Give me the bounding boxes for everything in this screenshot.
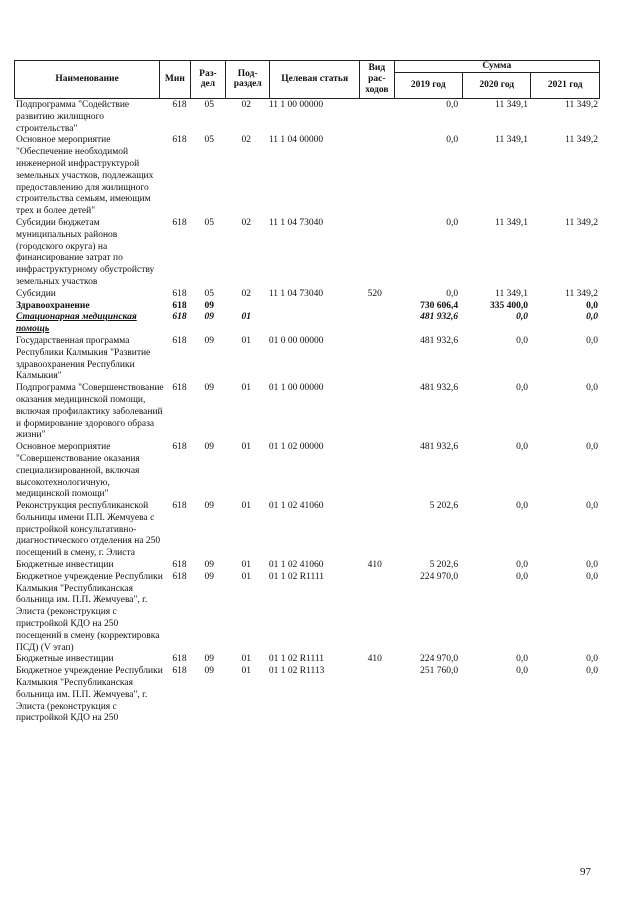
col-header-2019: 2019 год (394, 72, 462, 98)
row-sum-2020: 11 349,1 (495, 135, 529, 146)
row-sum-2019: 0,0 (446, 100, 459, 110)
row-target-article: 01 1 02 41060 (268, 560, 324, 571)
row-sum-2019: 224 970,0 (420, 571, 459, 582)
row-sum-2019: 5 202,6 (429, 501, 459, 512)
row-target-article: 11 1 04 00000 (268, 135, 324, 146)
row-min: 618 (172, 560, 187, 571)
row-min: 618 (172, 501, 187, 512)
row-sum-2019: 481 932,6 (420, 312, 459, 323)
col-header-2020: 2020 год (463, 72, 531, 98)
row-razdel: 09 (204, 666, 215, 677)
row-min: 618 (172, 100, 187, 110)
row-sum-2021: 0,0 (586, 571, 598, 582)
row-razdel: 09 (204, 571, 215, 582)
row-name: Субсидии (16, 288, 56, 299)
col-header-vr: Вид рас-ходов (360, 61, 394, 99)
row-razdel: 09 (204, 383, 215, 394)
row-sum-2019: 0,0 (446, 217, 459, 228)
row-podrazdel: 01 (241, 560, 252, 571)
row-expense-type (359, 135, 390, 218)
row-name: Бюджетные инвестиции (16, 654, 114, 665)
row-expense-type (359, 572, 390, 655)
row-target-article: 01 1 02 R1111 (268, 571, 325, 582)
row-sum-2019: 481 932,6 (420, 442, 459, 453)
table-row (14, 289, 600, 301)
row-sum-2019: 251 760,0 (420, 666, 459, 677)
row-min: 618 (172, 312, 187, 323)
row-podrazdel: 01 (241, 335, 252, 346)
row-sum-2019: 0,0 (446, 135, 459, 146)
row-razdel: 09 (204, 501, 215, 512)
row-sum-2019: 730 606,4 (420, 300, 459, 311)
row-podrazdel: 01 (241, 501, 252, 512)
table-row (14, 312, 600, 336)
row-expense-type (359, 301, 390, 313)
table-row (14, 654, 600, 666)
row-podrazdel: 02 (241, 100, 252, 110)
row-sum-2021: 0,0 (586, 442, 598, 453)
row-target-article: 01 1 02 41060 (268, 501, 324, 512)
row-name: Основное мероприятие "Совершенствование оказания специализированной, включая высокотехнологичную, медицинской помощи" (16, 442, 140, 500)
row-name: Бюджетное учреждение Республики Калмыкия "Республиканская больница им. П.П. Жемчуева", г. Элиста (реконструкция с пристройкой КДО на 250 (16, 666, 163, 724)
row-razdel: 09 (204, 312, 215, 323)
row-sum-2021: 0,0 (586, 560, 598, 571)
row-sum-2020: 0,0 (516, 560, 529, 571)
row-podrazdel: 01 (241, 442, 252, 453)
row-razdel: 09 (204, 442, 215, 453)
table-row (14, 135, 600, 218)
row-sum-2021: 0,0 (586, 312, 598, 323)
row-podrazdel: 02 (241, 288, 252, 299)
row-expense-type (359, 336, 390, 383)
row-razdel: 09 (204, 335, 215, 346)
row-sum-2020: 0,0 (516, 501, 529, 512)
col-header-razdel: Раз-дел (190, 61, 226, 99)
row-sum-2021: 0,0 (586, 501, 598, 512)
row-min: 618 (172, 666, 187, 677)
row-name: Стационарная медицинская помощь (16, 312, 137, 335)
row-razdel: 05 (204, 100, 215, 110)
table-row (14, 442, 600, 501)
row-podrazdel: 01 (241, 312, 252, 323)
table-row (14, 560, 600, 572)
row-expense-type (359, 218, 390, 289)
row-min: 618 (172, 571, 187, 582)
row-min: 618 (172, 135, 187, 146)
row-target-article: 01 0 00 00000 (268, 335, 324, 346)
row-sum-2021: 0,0 (586, 300, 598, 311)
row-target-article: 01 1 02 00000 (268, 442, 324, 453)
row-sum-2020: 0,0 (516, 666, 529, 677)
row-sum-2021: 11 349,2 (565, 217, 598, 228)
row-sum-2019: 5 202,6 (429, 560, 459, 571)
row-sum-2020: 0,0 (516, 383, 529, 394)
col-header-min: Мин (160, 61, 190, 99)
row-name: Здравоохранение (16, 300, 90, 311)
row-target-article (267, 312, 360, 336)
row-podrazdel: 01 (241, 383, 252, 394)
row-name: Бюджетное учреждение Республики Калмыкия "Республиканская больница им. П.П. Жемчуева", г. Элиста (реконструкция с пристройкой КДО на 250 посещений в смену (корректировка ПСД) (V этап) (16, 571, 163, 653)
row-expense-type (359, 383, 390, 442)
table-row (14, 383, 600, 442)
row-expense-type (359, 312, 390, 336)
row-min: 618 (172, 288, 187, 299)
table-row (14, 301, 600, 313)
row-expense-type (359, 100, 390, 135)
col-header-2021: 2021 год (531, 72, 600, 98)
col-header-sum: Сумма (394, 61, 599, 73)
row-razdel: 09 (204, 300, 215, 311)
row-sum-2020: 0,0 (516, 312, 529, 323)
row-target-article: 11 1 04 73040 (268, 288, 324, 299)
row-target-article: 01 1 00 00000 (268, 383, 324, 394)
row-name: Подпрограмма "Совершенствование оказания медицинской помощи, включая профилактику заболеваний и формирование здорового образа жизни" (16, 383, 164, 441)
row-name: Основное мероприятие "Обеспечение необходимой инженерной инфраструктурой земельных участков, подлежащих предоставлению для жилищного строительства семьям, имеющим трех и более детей" (16, 135, 154, 217)
row-name: Бюджетные инвестиции (16, 560, 114, 571)
row-expense-type (359, 442, 390, 501)
row-min: 618 (172, 300, 187, 311)
col-header-cs: Целевая статья (270, 61, 360, 99)
row-podrazdel: 01 (241, 666, 252, 677)
budget-table (14, 100, 600, 725)
row-razdel: 09 (204, 654, 215, 665)
row-expense-type (359, 666, 390, 725)
row-min: 618 (172, 217, 187, 228)
row-sum-2019: 0,0 (446, 288, 459, 299)
row-sum-2020: 0,0 (516, 442, 529, 453)
row-name: Реконструкция республиканской больницы имени П.П. Жемчуева с пристройкой консультативно-диагностического отделения на 250 посещений в смену, г. Элиста (16, 501, 161, 559)
table-row (14, 666, 600, 725)
row-target-article: 01 1 02 R1113 (268, 666, 325, 677)
row-expense-type: 410 (367, 560, 382, 571)
row-razdel: 05 (204, 217, 215, 228)
row-podrazdel (226, 301, 267, 313)
page-number: 97 (580, 866, 591, 878)
row-sum-2021: 0,0 (586, 666, 598, 677)
row-sum-2020: 0,0 (516, 654, 529, 665)
row-sum-2019: 481 932,6 (420, 335, 459, 346)
row-expense-type: 410 (367, 654, 382, 665)
row-target-article: 11 1 00 00000 (268, 100, 324, 110)
row-min: 618 (172, 383, 187, 394)
row-sum-2021: 11 349,2 (565, 288, 598, 299)
table-row (14, 501, 600, 560)
row-expense-type (359, 501, 390, 560)
row-sum-2019: 481 932,6 (420, 383, 459, 394)
row-name: Подпрограмма "Содействие развитию жилищного строительства" (16, 100, 130, 134)
row-sum-2021: 11 349,2 (565, 135, 598, 146)
col-header-podrazdel: Под-раздел (226, 61, 270, 99)
table-header (14, 60, 600, 99)
row-min: 618 (172, 654, 187, 665)
row-sum-2020: 0,0 (516, 335, 529, 346)
row-podrazdel: 02 (241, 217, 252, 228)
row-razdel: 05 (204, 135, 215, 146)
row-name: Государственная программа Республики Калмыкия "Развитие здравоохранения Республики Калмыкия" (16, 335, 151, 382)
col-header-name: Наименование (15, 61, 160, 99)
row-podrazdel: 01 (241, 654, 252, 665)
table-row (14, 218, 600, 289)
row-sum-2020: 335 400,0 (490, 300, 529, 311)
row-sum-2019: 224 970,0 (420, 654, 459, 665)
row-min: 618 (172, 335, 187, 346)
table-row (14, 572, 600, 655)
row-target-article (267, 301, 360, 313)
row-sum-2021: 0,0 (586, 654, 598, 665)
row-name: Субсидии бюджетам муниципальных районов (городского округа) на финансирование затрат по инфраструктурному обустройству земельных участков (16, 217, 155, 287)
row-sum-2020: 0,0 (516, 571, 529, 582)
row-sum-2020: 11 349,1 (495, 288, 529, 299)
row-razdel: 05 (204, 288, 215, 299)
row-sum-2020: 11 349,1 (495, 217, 529, 228)
row-sum-2021: 0,0 (586, 335, 598, 346)
row-target-article: 11 1 04 73040 (268, 217, 324, 228)
row-sum-2020: 11 349,1 (495, 100, 529, 110)
row-sum-2021: 0,0 (586, 383, 598, 394)
row-podrazdel: 01 (241, 571, 252, 582)
row-expense-type: 520 (367, 288, 382, 299)
table-row (14, 100, 600, 135)
row-razdel: 09 (204, 560, 215, 571)
row-target-article: 01 1 02 R1111 (268, 654, 325, 665)
table-row (14, 336, 600, 383)
row-podrazdel: 02 (241, 135, 252, 146)
row-sum-2021: 11 349,2 (565, 100, 598, 110)
row-min: 618 (172, 442, 187, 453)
